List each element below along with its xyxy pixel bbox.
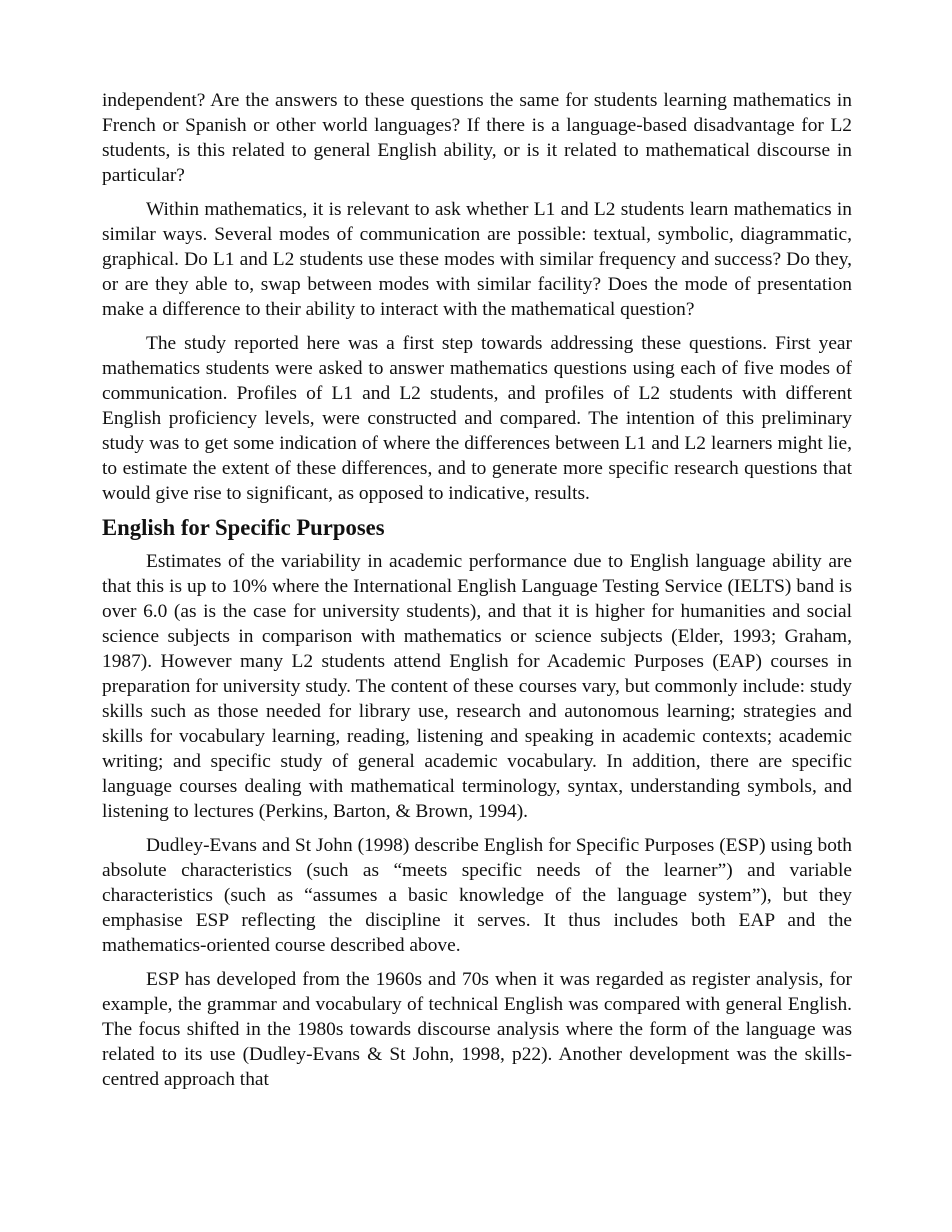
paragraph-esp-variability: Estimates of the variability in academic performance due to English language ability are that this is up to 10% where the International English Language Testing Service (IELTS) band is over 6.0 (as is the case for university students), and that it is higher for humanities and social science subjects in comparison with mathematics or science subjects (Elder, 1993; Graham, 1987). However many L2 students attend English for Academic Purposes (EAP) courses in preparation for university study. The content of these courses vary, but commonly include: study skills such as those needed for library use, research and autonomous learning; strategies and skills for vocabulary learning, reading, listening and speaking in academic contexts; academic writing; and specific study of general academic vocabulary. In addition, there are specific language courses dealing with mathematical terminology, syntax, understanding symbols, and listening to lectures (Perkins, Barton, & Brown, 1994). bbox=[102, 551, 852, 822]
document-page bbox=[102, 88, 852, 1101]
section-heading-esp: English for Specific Purposes bbox=[102, 515, 385, 540]
paragraph-modes-of-communication: Within mathematics, it is relevant to ask whether L1 and L2 students learn mathematics in similar ways. Several modes of communication are possible: textual, symbolic, diagrammatic, graphical. Do L1 and L2 students use these modes with similar frequency and success? Do they, or are they able to, swap between modes with similar facility? Does the mode of presentation make a difference to their ability to interact with the mathematical question? bbox=[102, 199, 852, 320]
paragraph-continued-questions: independent? Are the answers to these questions the same for students learning mathematics in French or Spanish or other world languages? If there is a language-based disadvantage for L2 students, is this related to general English ability, or is it related to mathematical discourse in particular? bbox=[102, 90, 852, 186]
paragraph-study-overview: The study reported here was a first step towards addressing these questions. First year mathematics students were asked to answer mathematics questions using each of five modes of communication. Profiles of L1 and L2 students, and profiles of L2 students with different English proficiency levels, were constructed and compared. The intention of this preliminary study was to get some indication of where the differences between L1 and L2 learners might lie, to estimate the extent of these differences, and to generate more specific research questions that would give rise to significant, as opposed to indicative, results. bbox=[102, 333, 852, 504]
paragraph-esp-history: ESP has developed from the 1960s and 70s when it was regarded as register analysis, for example, the grammar and vocabulary of technical English was compared with general English. The focus shifted in the 1980s towards discourse analysis where the form of the language was related to its use (Dudley-Evans & St John, 1998, p22). Another development was the skills-centred approach that bbox=[102, 969, 852, 1090]
paragraph-esp-definition: Dudley-Evans and St John (1998) describe English for Specific Purposes (ESP) using both absolute characteristics (such as “meets specific needs of the learner”) and variable characteristics (such as “assumes a basic knowledge of the language system”), but they emphasise ESP reflecting the discipline it serves. It thus includes both EAP and the mathematics-oriented course described above. bbox=[102, 835, 852, 956]
